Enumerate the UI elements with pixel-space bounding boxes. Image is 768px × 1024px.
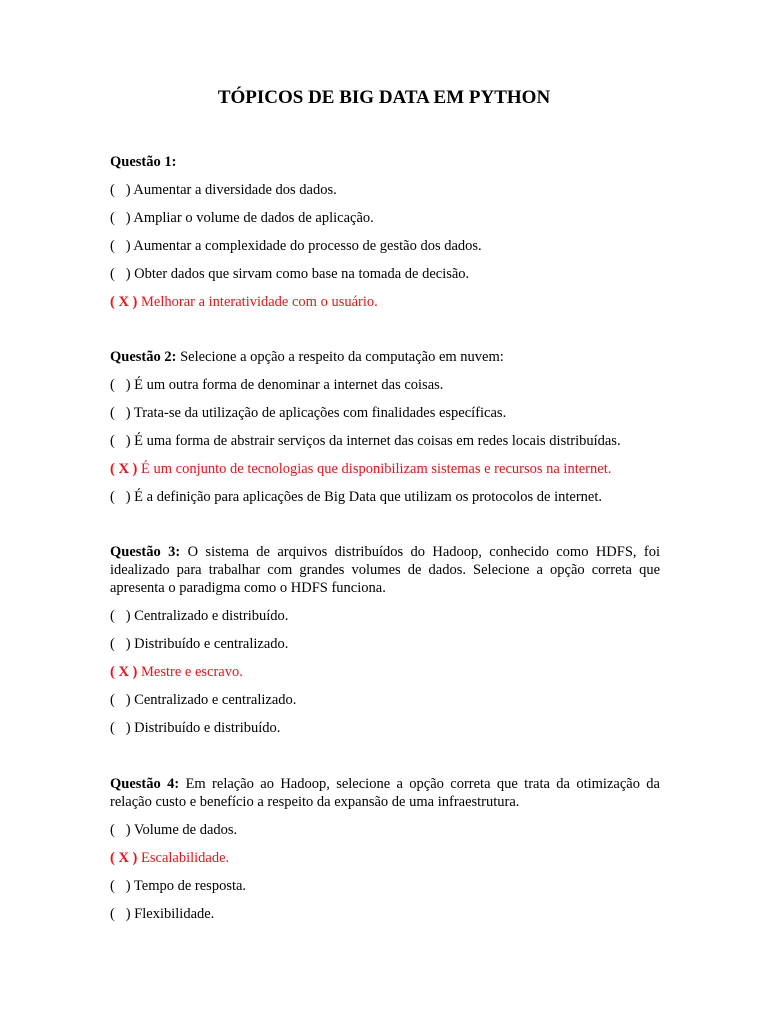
- option-text: Centralizado e centralizado.: [134, 692, 297, 708]
- answer-mark: ( ): [110, 489, 131, 505]
- option-text: Escalabilidade.: [141, 850, 230, 866]
- question-label: Questão 1:: [110, 154, 177, 170]
- option-item: [110, 877, 660, 895]
- answer-mark: ( X ): [110, 664, 138, 680]
- option-text: Ampliar o volume de dados de aplicação.: [133, 210, 374, 226]
- option-text: Flexibilidade.: [134, 906, 215, 922]
- option-item: [110, 181, 660, 199]
- question-label: Questão 2:: [110, 349, 177, 365]
- answer-mark: ( ): [110, 878, 131, 894]
- question-4: [110, 775, 660, 923]
- answer-mark: ( X ): [110, 294, 138, 310]
- option-list: [110, 181, 660, 311]
- answer-mark: ( ): [110, 210, 131, 226]
- answer-mark: ( ): [110, 720, 131, 736]
- option-item: [110, 691, 660, 709]
- option-item: [110, 635, 660, 653]
- question-2: [110, 348, 660, 506]
- question-3: [110, 543, 660, 737]
- option-text: Centralizado e distribuído.: [134, 608, 289, 624]
- answer-mark: ( X ): [110, 461, 138, 477]
- option-item-correct: [110, 293, 660, 311]
- answer-mark: ( ): [110, 636, 131, 652]
- option-text: É um outra forma de denominar a internet das coisas.: [134, 377, 444, 393]
- option-text: Aumentar a complexidade do processo de gestão dos dados.: [133, 238, 482, 254]
- option-item: [110, 237, 660, 255]
- answer-mark: ( ): [110, 822, 131, 838]
- question-text: O sistema de arquivos distribuídos do Hadoop, conhecido como HDFS, foi idealizado para trabalhar com grandes volumes de dados. Selecione a opção correta que apresenta o paradigma como o HDFS funciona.: [110, 544, 660, 596]
- option-item: [110, 607, 660, 625]
- option-text: Mestre e escravo.: [141, 664, 243, 680]
- option-text: Aumentar a diversidade dos dados.: [133, 182, 337, 198]
- option-text: Tempo de resposta.: [133, 878, 247, 894]
- document-title: TÓPICOS DE BIG DATA EM PYTHON: [217, 87, 551, 108]
- option-item: [110, 209, 660, 227]
- option-item: [110, 488, 660, 506]
- question-stem: [110, 775, 660, 811]
- answer-mark: ( ): [110, 182, 131, 198]
- option-item: [110, 719, 660, 737]
- question-stem: [110, 153, 660, 171]
- answer-mark: ( X ): [110, 850, 138, 866]
- option-item: [110, 432, 660, 450]
- option-text: É um conjunto de tecnologias que disponibilizam sistemas e recursos na internet.: [141, 461, 612, 477]
- option-text: É uma forma de abstrair serviços da internet das coisas em redes locais distribuídas.: [134, 433, 621, 449]
- option-item: [110, 404, 660, 422]
- option-item-correct: [110, 849, 660, 867]
- answer-mark: ( ): [110, 692, 131, 708]
- question-1: [110, 153, 660, 311]
- option-item: [110, 265, 660, 283]
- option-text: Melhorar a interatividade com o usuário.: [141, 294, 378, 310]
- question-label: Questão 4:: [110, 776, 180, 792]
- answer-mark: ( ): [110, 433, 131, 449]
- answer-mark: ( ): [110, 377, 131, 393]
- answer-mark: ( ): [110, 266, 131, 282]
- option-list: [110, 821, 660, 923]
- option-text: Obter dados que sirvam como base na tomada de decisão.: [134, 266, 470, 282]
- option-item-correct: [110, 460, 660, 478]
- option-text: É a definição para aplicações de Big Data que utilizam os protocolos de internet.: [134, 489, 603, 505]
- answer-mark: ( ): [110, 405, 131, 421]
- option-text: Distribuído e distribuído.: [134, 720, 281, 736]
- question-stem: [110, 348, 660, 366]
- question-stem: [110, 543, 660, 597]
- question-text: Selecione a opção a respeito da computação em nuvem:: [180, 349, 504, 365]
- option-item-correct: [110, 663, 660, 681]
- option-list: [110, 607, 660, 737]
- question-label: Questão 3:: [110, 544, 181, 560]
- answer-mark: ( ): [110, 608, 131, 624]
- option-text: Trata-se da utilização de aplicações com finalidades específicas.: [133, 405, 507, 421]
- answer-mark: ( ): [110, 238, 131, 254]
- option-text: Volume de dados.: [133, 822, 238, 838]
- option-item: [110, 821, 660, 839]
- option-text: Distribuído e centralizado.: [134, 636, 289, 652]
- answer-mark: ( ): [110, 906, 131, 922]
- option-list: [110, 376, 660, 506]
- question-text: Em relação ao Hadoop, selecione a opção correta que trata da otimização da relação custo e benefício a respeito da expansão de uma infraestrutura.: [110, 776, 660, 810]
- option-item: [110, 376, 660, 394]
- option-item: [110, 905, 660, 923]
